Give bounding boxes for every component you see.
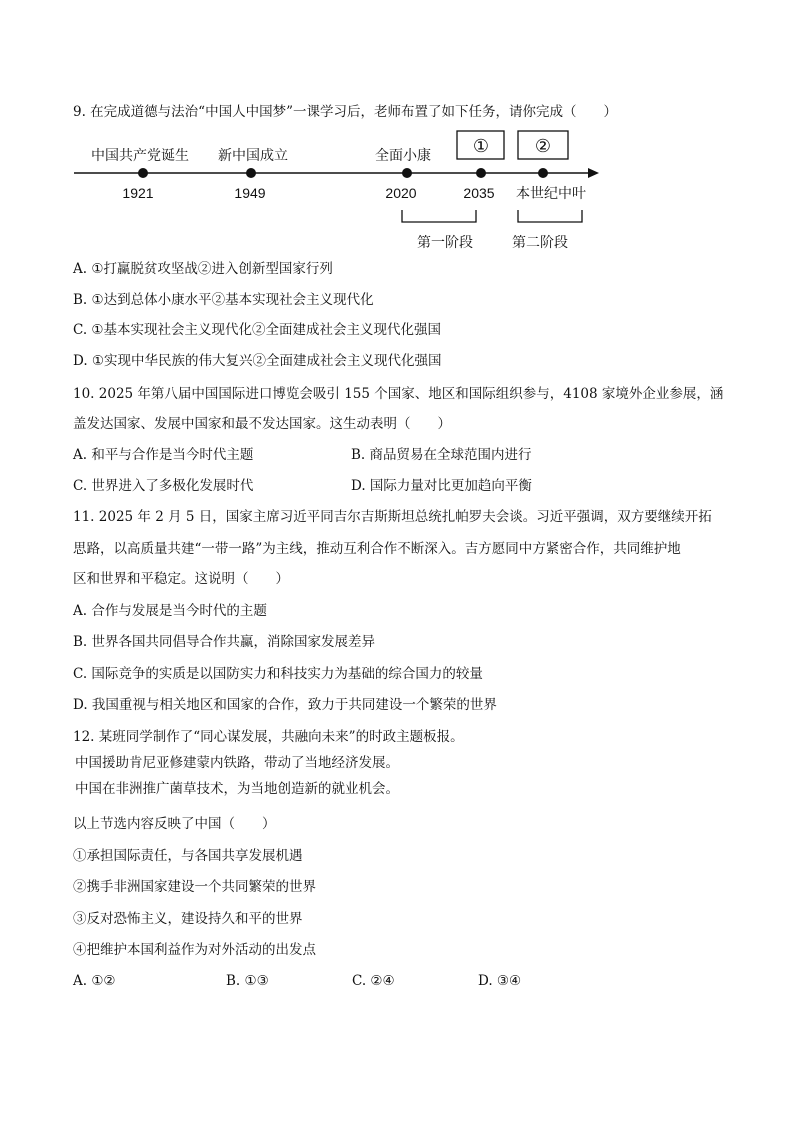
q12-statement-2: ②携手非洲国家建设一个共同繁荣的世界: [73, 879, 316, 895]
q10-option-a[interactable]: A. 和平与合作是当今时代主题: [73, 447, 254, 463]
timeline-blank-1: ①: [472, 136, 490, 157]
timeline-bracket-stage1: [402, 210, 476, 222]
q12-statement-4: ④把维护本国利益作为对外活动的出发点: [73, 942, 316, 958]
q10-option-d[interactable]: D. 国际力量对比更加趋向平衡: [351, 478, 532, 494]
q12-statement-1: ①承担国际责任，与各国共享发展机遇: [73, 848, 303, 864]
timeline-year-2035: 2035: [463, 185, 495, 201]
q11-stem-line2: 思路，以高质量共建“一带一路”为主线，推动互利合作不断深入。吉方愿同中方紧密合作，共同维护地: [73, 541, 681, 557]
q9-option-c[interactable]: C. ①基本实现社会主义现代化②全面建成社会主义现代化强国: [73, 322, 442, 338]
timeline-blank-2: ②: [534, 136, 552, 157]
q12-item-juncao-technology: 中国在非洲推广菌草技术，为当地创造新的就业机会。: [75, 781, 399, 797]
timeline-year-1921: 1921: [122, 185, 154, 201]
q12-stem: 12. 某班同学制作了“同心谋发展，共融向未来”的时政主题板报。: [73, 729, 464, 745]
q12-option-a[interactable]: A. ①②: [73, 973, 116, 989]
q10-stem-line2: 盖发达国家、发展中国家和最不发达国家。这生动表明（ ）: [73, 416, 451, 432]
q12-option-c[interactable]: C. ②④: [352, 973, 395, 989]
timeline-dot-1949: [246, 168, 256, 178]
q12-option-b[interactable]: B. ①③: [226, 973, 269, 989]
timeline-year-2020: 2020: [385, 185, 417, 201]
q10-option-c[interactable]: C. 世界进入了多极化发展时代: [73, 478, 254, 494]
q9-option-d[interactable]: D. ①实现中华民族的伟大复兴②全面建成社会主义现代化强国: [73, 353, 442, 369]
timeline-dot-2035: [476, 168, 486, 178]
timeline-stage2-label: 第二阶段: [512, 235, 568, 251]
timeline-bracket-stage2: [518, 210, 582, 222]
timeline-year-1949: 1949: [234, 185, 266, 201]
timeline-dot-2020: [402, 168, 412, 178]
timeline-year-midcentury: 本世纪中叶: [516, 186, 586, 202]
q9-option-b[interactable]: B. ①达到总体小康水平②基本实现社会主义现代化: [73, 292, 374, 308]
q11-stem-line1: 11. 2025 年 2 月 5 日，国家主席习近平同吉尔吉斯斯坦总统扎帕罗夫会谈。习近平强调，双方要继续开拓: [73, 509, 712, 525]
q11-option-c[interactable]: C. 国际竞争的实质是以国防实力和科技实力为基础的综合国力的较量: [73, 666, 483, 682]
q11-option-b[interactable]: B. 世界各国共同倡导合作共赢，消除国家发展差异: [73, 634, 376, 650]
q12-question: 以上节选内容反映了中国（ ）: [73, 816, 276, 832]
timeline-label-prc-founded: 新中国成立: [218, 148, 288, 164]
timeline-label-moderately-prosperous: 全面小康: [375, 148, 431, 164]
timeline-dot-1921: [138, 168, 148, 178]
q12-statement-3: ③反对恐怖主义，建设持久和平的世界: [73, 911, 303, 927]
timeline-stage1-label: 第一阶段: [417, 235, 473, 251]
q9-option-a[interactable]: A. ①打赢脱贫攻坚战②进入创新型国家行列: [73, 261, 333, 277]
q12-item-kenya-railway: 中国援助肯尼亚修建蒙内铁路，带动了当地经济发展。: [75, 755, 399, 771]
q11-stem-line3: 区和世界和平稳定。这说明（ ）: [73, 571, 289, 587]
q10-stem-line1: 10. 2025 年第八届中国国际进口博览会吸引 155 个国家、地区和国际组织参与，4108 家境外企业参展，涵: [73, 386, 724, 402]
timeline-label-cpc-founded: 中国共产党诞生: [91, 148, 189, 164]
q11-option-d[interactable]: D. 我国重视与相关地区和国家的合作，致力于共同建设一个繁荣的世界: [73, 697, 497, 713]
timeline-diagram: [0, 0, 794, 260]
q10-option-b[interactable]: B. 商品贸易在全球范围内进行: [351, 447, 532, 463]
q12-option-d[interactable]: D. ③④: [478, 973, 522, 989]
q9-stem: 9. 在完成道德与法治“中国人中国梦”一课学习后，老师布置了如下任务，请你完成（ ）: [73, 104, 617, 120]
q11-option-a[interactable]: A. 合作与发展是当今时代的主题: [73, 603, 267, 619]
timeline-dot-midcentury: [538, 168, 548, 178]
timeline-arrow-icon: [588, 168, 599, 178]
